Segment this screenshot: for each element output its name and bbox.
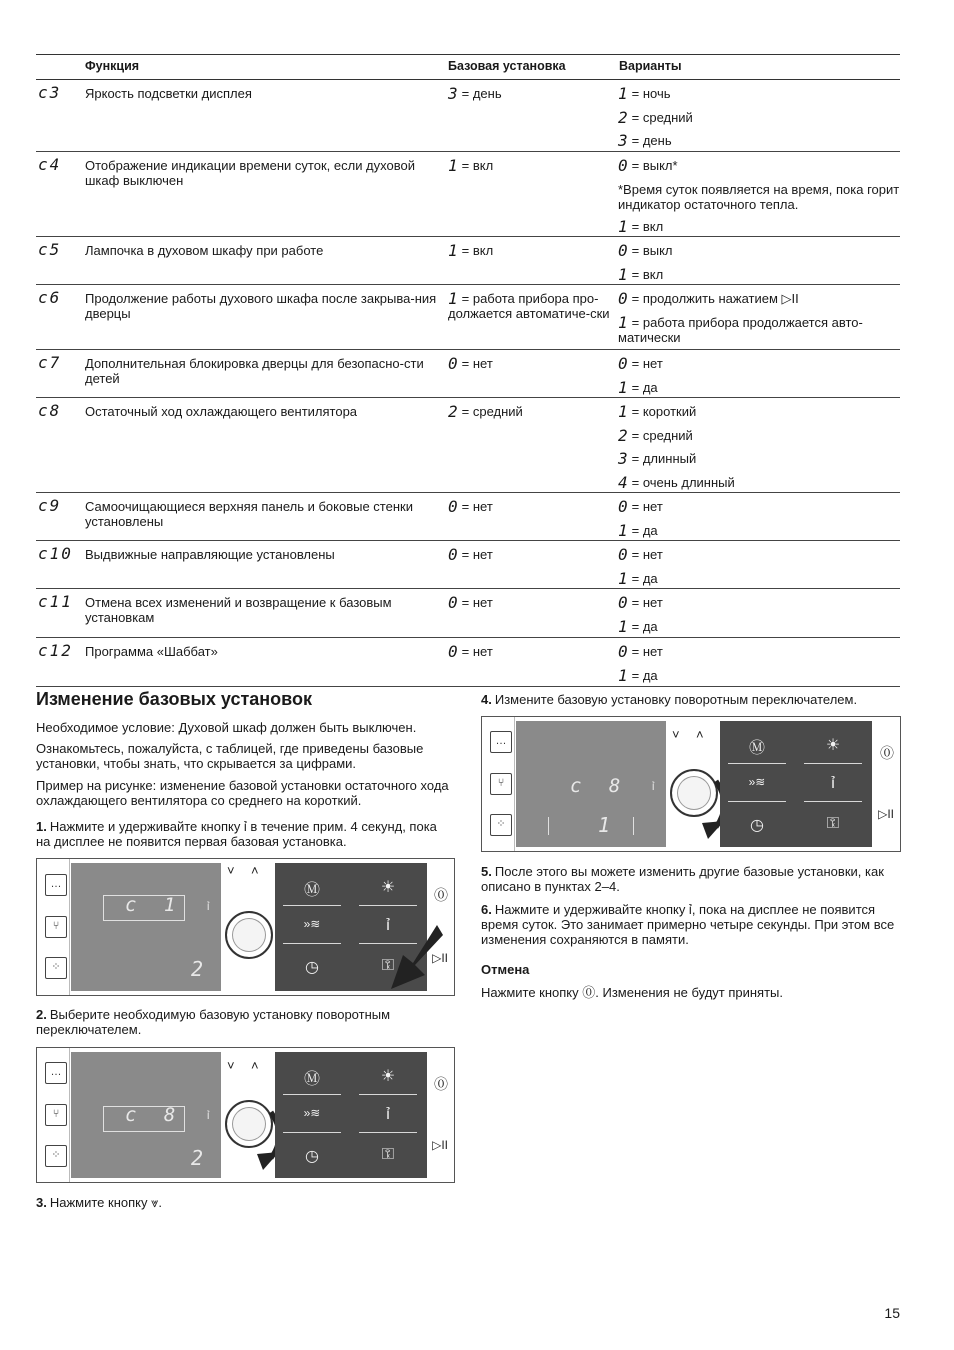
- clock-icon[interactable]: ◷: [750, 817, 764, 834]
- up-arrow-icon[interactable]: ˄: [696, 727, 704, 742]
- step-6: 6. Нажмите и удерживайте кнопку ỉ, пока на дисплее не появится время суток. Это занимает примерно четыре секунды. При этом все изменения сохраняются в памяти.: [481, 902, 895, 947]
- option-text: = продолжить нажатием ▷II: [631, 291, 799, 306]
- paragraph-review: Ознакомьтесь, пожалуйста, с таблицей, где приведены базовые установки, чтобы знать, что скрывается за цифрами.: [36, 741, 424, 771]
- setting-options: [618, 241, 900, 288]
- press-arrow-icon: [387, 921, 447, 995]
- default-digit: 1: [448, 156, 458, 175]
- key-icon[interactable]: ⚿: [381, 957, 395, 974]
- table-row: [36, 638, 900, 687]
- option-digit: 2: [618, 425, 628, 445]
- option-text: = да: [631, 522, 658, 538]
- power-icon[interactable]: ⓪: [434, 887, 448, 903]
- paragraph-condition: Необходимое условие: Духовой шкаф должен быть выключен.: [36, 720, 417, 735]
- option-item: [618, 545, 900, 569]
- control-panel-3: [481, 716, 901, 852]
- setting-options: [618, 642, 900, 689]
- cancel-heading: Отмена: [481, 962, 530, 977]
- option-item: [618, 497, 900, 521]
- info-key-icon[interactable]: ỉ: [831, 775, 835, 792]
- panel-2-cook-button[interactable]: ⑂: [45, 1104, 67, 1126]
- setting-code: c11: [38, 592, 73, 611]
- table-row: [36, 80, 900, 152]
- option-digit: 0: [618, 241, 628, 260]
- option-item: [618, 402, 900, 426]
- setting-function: Отмена всех изменений и возвращение к базовым установкам: [85, 595, 392, 625]
- setting-options: [618, 402, 900, 496]
- rotary-knob[interactable]: [225, 911, 273, 959]
- option-text: = да: [631, 379, 658, 395]
- default-text: = работа прибора про-должается автоматиче-ски: [448, 291, 610, 321]
- option-item: [618, 666, 900, 690]
- setting-code: c3: [38, 83, 62, 102]
- option-item: [618, 156, 900, 180]
- option-digit: 1: [618, 616, 628, 636]
- setting-code: c10: [38, 544, 73, 563]
- fan-icon[interactable]: »≋: [748, 775, 766, 789]
- setting-function: Отображение индикации времени суток, если духовой шкаф выключен: [85, 158, 415, 188]
- default-digit: 3: [448, 84, 458, 103]
- option-item: [618, 593, 900, 617]
- setting-default: [448, 547, 616, 562]
- default-digit: 0: [448, 642, 458, 661]
- default-text: = средний: [461, 404, 523, 419]
- table-row: [36, 237, 900, 285]
- start-pause-icon[interactable]: ▷II: [878, 807, 894, 821]
- option-digit: 1: [618, 665, 628, 685]
- key-icon[interactable]: ⚿: [826, 815, 840, 832]
- option-item: [618, 84, 900, 108]
- option-digit: 1: [618, 520, 628, 540]
- clock-icon[interactable]: ◷: [305, 1148, 319, 1165]
- option-item: [618, 642, 900, 666]
- menu-icon[interactable]: Ⓜ: [303, 882, 320, 899]
- panel-1-value: 2: [191, 957, 204, 981]
- panel-1-display: [71, 863, 221, 991]
- setting-code: c8: [38, 401, 62, 420]
- power-icon[interactable]: ⓪: [434, 1076, 448, 1092]
- setting-function: Продолжение работы духового шкафа после закрыва-ния дверцы: [85, 291, 437, 321]
- page-number: 15: [884, 1305, 900, 1321]
- setting-default: [448, 243, 616, 258]
- option-text: = да: [631, 667, 658, 683]
- menu-icon[interactable]: Ⓜ: [748, 740, 765, 757]
- default-text: = вкл: [461, 158, 494, 173]
- cancel-text: Нажмите кнопку ⓪. Изменения не будут приняты.: [481, 985, 784, 1000]
- setting-default: [448, 86, 616, 101]
- default-text: = вкл: [461, 243, 494, 258]
- option-item: [618, 617, 900, 641]
- option-digit: 0: [618, 593, 628, 612]
- setting-function: Лампочка в духовом шкафу при работе: [85, 243, 324, 258]
- option-text: = короткий: [631, 404, 697, 419]
- setting-function: Самоочищающиеся верхняя панель и боковые стенки установлены: [85, 499, 413, 529]
- info-key-icon[interactable]: ỉ: [386, 917, 390, 934]
- panel-1-cook-button[interactable]: ⑂: [45, 916, 67, 938]
- option-text: = да: [631, 618, 658, 634]
- setting-code: c12: [38, 641, 73, 660]
- option-text: = ночь: [631, 86, 671, 101]
- down-arrow-icon[interactable]: ˅: [227, 863, 235, 878]
- setting-options: [618, 354, 900, 401]
- option-item: [618, 449, 900, 473]
- setting-options: [618, 593, 900, 640]
- option-digit: 1: [618, 402, 628, 421]
- step-2: 2. Выберите необходимую базовую установку поворотным переключателем.: [36, 1007, 391, 1037]
- panel-3-function-keys: [720, 721, 872, 847]
- info-icon: ỉ: [652, 781, 655, 793]
- setting-default: [448, 644, 616, 659]
- option-text: *Время суток появляется на время, пока горит индикатор остаточного тепла.: [618, 181, 900, 212]
- default-digit: 0: [448, 354, 458, 373]
- panel-2-value: 2: [191, 1146, 204, 1170]
- default-digit: 0: [448, 593, 458, 612]
- setting-function: Выдвижные направляющие установлены: [85, 547, 335, 562]
- down-arrow-icon[interactable]: ˅: [672, 727, 680, 742]
- settings-table: [36, 54, 900, 687]
- option-digit: 0: [618, 156, 628, 175]
- option-text: = нет: [631, 547, 663, 562]
- panel-3-cook-button[interactable]: ⑂: [490, 773, 512, 795]
- option-digit: 1: [618, 84, 628, 103]
- option-text: = нет: [631, 595, 663, 610]
- setting-options: [618, 84, 900, 155]
- option-digit: 0: [618, 545, 628, 564]
- setting-code: c7: [38, 353, 62, 372]
- default-digit: 0: [448, 545, 458, 564]
- panel-1-more-button[interactable]: …: [45, 874, 67, 896]
- section-title: Изменение базовых установок: [36, 689, 312, 709]
- default-digit: 1: [448, 241, 458, 260]
- default-text: = нет: [461, 595, 493, 610]
- panel-2-clean-button[interactable]: ⁘: [45, 1145, 67, 1167]
- option-digit: 0: [618, 289, 628, 308]
- default-text: = нет: [461, 547, 493, 562]
- step-5: 5. После этого вы можете изменить другие базовые установки, как описано в пунктах 2–4.: [481, 864, 884, 894]
- light-icon[interactable]: ☀: [380, 1068, 396, 1085]
- step-4: 4. Измените базовую установку поворотным переключателем.: [481, 692, 858, 707]
- option-digit: 1: [618, 216, 628, 236]
- menu-icon[interactable]: Ⓜ: [303, 1071, 320, 1088]
- option-text: = вкл: [631, 266, 664, 282]
- setting-options: [618, 545, 900, 592]
- option-digit: 0: [618, 642, 628, 661]
- setting-options: [618, 497, 900, 544]
- down-arrow-icon[interactable]: ˅: [227, 1058, 235, 1073]
- option-item: [618, 241, 900, 265]
- panel-3-code: c 8: [570, 775, 629, 797]
- option-text: = день: [631, 133, 672, 148]
- setting-options: [618, 156, 900, 240]
- default-text: = день: [461, 86, 502, 101]
- info-icon: ỉ: [207, 1110, 210, 1122]
- table-row: [36, 350, 900, 398]
- panel-3-clean-button[interactable]: ⁘: [490, 814, 512, 836]
- option-text: = работа прибора продолжается авто-матически: [618, 314, 863, 345]
- option-digit: 0: [618, 354, 628, 373]
- default-text: = нет: [461, 356, 493, 371]
- option-text: = вкл: [631, 218, 664, 234]
- option-text: = очень длинный: [631, 474, 735, 490]
- option-text: = выкл*: [631, 158, 678, 173]
- light-icon[interactable]: ☀: [825, 737, 841, 754]
- option-item: [618, 313, 900, 345]
- default-text: = нет: [461, 644, 493, 659]
- setting-code: c6: [38, 288, 62, 307]
- panel-2-function-keys: [275, 1052, 427, 1178]
- setting-function: Программа «Шаббат»: [85, 644, 218, 659]
- panel-1-code: c 1: [125, 894, 184, 916]
- default-text: = нет: [461, 499, 493, 514]
- default-digit: 2: [448, 402, 458, 421]
- setting-function: Дополнительная блокировка дверцы для безопасно-сти детей: [85, 356, 424, 386]
- table-row: [36, 589, 900, 638]
- option-text: = нет: [631, 499, 663, 514]
- option-item: [618, 354, 900, 378]
- setting-code: c9: [38, 496, 62, 515]
- option-digit: 3: [618, 449, 628, 468]
- start-pause-icon[interactable]: ▷II: [432, 1138, 448, 1152]
- header-function: Функция: [85, 59, 140, 73]
- option-digit: 1: [618, 377, 628, 397]
- option-item: [618, 426, 900, 450]
- up-arrow-icon[interactable]: ˄: [251, 863, 259, 878]
- up-arrow-icon[interactable]: ˄: [251, 1058, 259, 1073]
- option-text: = средний: [631, 109, 693, 125]
- option-digit: 0: [618, 497, 628, 516]
- panel-2-code: c 8: [125, 1104, 184, 1126]
- setting-function: Остаточный ход охлаждающего вентилятора: [85, 404, 358, 419]
- start-pause-icon[interactable]: ▷II: [432, 951, 448, 965]
- clock-icon[interactable]: ◷: [305, 959, 319, 976]
- header-options: Варианты: [619, 59, 682, 73]
- table-header: [36, 54, 900, 80]
- option-text: = выкл: [631, 243, 673, 258]
- option-text: = нет: [631, 356, 663, 371]
- table-row: [36, 493, 900, 541]
- setting-code: c5: [38, 240, 62, 259]
- panel-1-clean-button[interactable]: ⁘: [45, 957, 67, 979]
- option-text: = длинный: [631, 451, 697, 466]
- option-digit: 3: [618, 131, 628, 150]
- setting-options: [618, 289, 900, 345]
- setting-default: [448, 356, 616, 371]
- paragraph-example: Пример на рисунке: изменение базовой установки остаточного хода охлаждающего вентилятора со среднего на короткий.: [36, 778, 449, 808]
- setting-function: Яркость подсветки дисплея: [85, 86, 252, 101]
- option-item: [618, 108, 900, 132]
- table-row: [36, 398, 900, 493]
- option-item: [618, 289, 900, 313]
- default-digit: 1: [448, 289, 458, 308]
- setting-default: [448, 595, 616, 610]
- option-digit: 4: [618, 472, 628, 492]
- table-row: [36, 152, 900, 237]
- option-item: [618, 180, 900, 217]
- option-text: = средний: [631, 427, 693, 443]
- option-text: = да: [631, 570, 658, 586]
- panel-2-more-button[interactable]: …: [45, 1062, 67, 1084]
- setting-default: [448, 404, 616, 419]
- panel-2-display: [71, 1052, 221, 1178]
- key-icon[interactable]: ⚿: [381, 1146, 395, 1163]
- info-icon: ỉ: [207, 901, 210, 913]
- panel-3-display: [516, 721, 666, 847]
- setting-default: [448, 291, 616, 321]
- light-icon[interactable]: ☀: [380, 879, 396, 896]
- option-digit: 1: [618, 568, 628, 588]
- control-panel-2: [36, 1047, 455, 1183]
- setting-default: [448, 499, 616, 514]
- step-3: 3. Нажмите кнопку ⩔.: [36, 1195, 163, 1210]
- table-row: [36, 541, 900, 589]
- panel-3-value: 1: [598, 813, 611, 837]
- setting-default: [448, 158, 616, 173]
- step-1: 1. Нажмите и удерживайте кнопку ỉ в течение прим. 4 секунд, пока на дисплее не появится первая базовая установка.: [36, 819, 437, 849]
- option-digit: 2: [618, 107, 628, 127]
- fan-icon[interactable]: »≋: [303, 917, 321, 931]
- default-digit: 0: [448, 497, 458, 516]
- fan-icon[interactable]: »≋: [303, 1106, 321, 1120]
- header-default: Базовая установка: [448, 59, 566, 73]
- control-panel-1: [36, 858, 455, 996]
- option-item: [618, 131, 900, 155]
- option-text: = нет: [631, 644, 663, 659]
- option-digit: 1: [618, 312, 628, 332]
- option-digit: 1: [618, 264, 628, 284]
- info-key-icon[interactable]: ỉ: [386, 1106, 390, 1123]
- power-icon[interactable]: ⓪: [880, 745, 894, 761]
- setting-code: c4: [38, 155, 62, 174]
- table-row: [36, 285, 900, 350]
- panel-3-more-button[interactable]: …: [490, 731, 512, 753]
